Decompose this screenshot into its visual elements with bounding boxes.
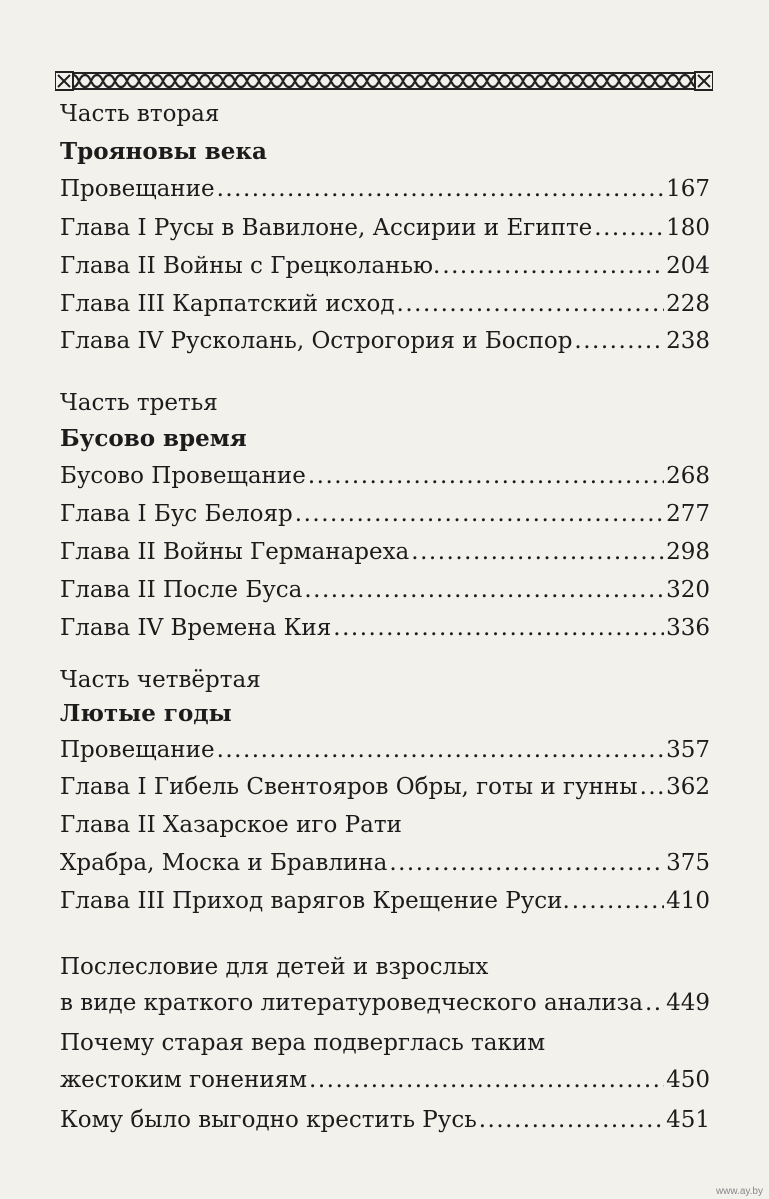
braided-ornament-border <box>55 70 713 92</box>
leader-dots <box>574 325 664 357</box>
toc-entry[interactable]: Глава II Войны Германареха ..... 298 <box>60 536 710 568</box>
part-two-section-title: Трояновы века <box>60 138 267 165</box>
toc-entry[interactable]: в виде краткого литературоведческого анализа ..... 449 <box>60 987 710 1019</box>
leader-dots <box>333 612 664 644</box>
leader-dots <box>594 212 664 244</box>
part-three-section-title: Бусово время <box>60 425 247 452</box>
leader-dots <box>442 250 664 282</box>
toc-entry[interactable]: Глава IV Времена Кия ..... 336 <box>60 612 710 644</box>
leader-dots <box>309 1064 664 1096</box>
toc-entry-line[interactable]: Послесловие для детей и взрослых <box>60 954 489 980</box>
leader-dots <box>295 498 664 530</box>
leader-dots <box>217 734 665 766</box>
toc-entry[interactable]: Глава III Приход варягов Крещение Руси. ..... 410 <box>60 885 710 917</box>
leader-dots <box>389 847 664 879</box>
part-four-section-title: Лютые годы <box>60 700 232 727</box>
toc-entry[interactable]: Глава II После Буса ..... 320 <box>60 574 710 606</box>
part-four-heading: Часть четвёртая <box>60 667 261 693</box>
toc-entry[interactable]: Бусово Провещание ..... 268 <box>60 460 710 492</box>
leader-dots <box>304 574 664 606</box>
toc-entry[interactable]: Глава I Русы в Вавилоне, Ассирии и Египте ..... 180 <box>60 212 710 244</box>
toc-entry[interactable]: Глава IV Русколань, Острогория и Боспор ..... 238 <box>60 325 710 357</box>
leader-dots <box>411 536 664 568</box>
toc-entry[interactable]: Глава I Бус Белояр ..... 277 <box>60 498 710 530</box>
toc-entry[interactable]: Кому было выгодно крестить Русь ..... 451 <box>60 1104 710 1136</box>
toc-entry[interactable]: Провещание ..... 357 <box>60 734 710 766</box>
leader-dots <box>645 987 664 1019</box>
toc-entry[interactable]: Глава I Гибель Свентояров Обры, готы и гунны ..... 362 <box>60 771 710 803</box>
toc-entry[interactable]: жестоким гонениям ..... 450 <box>60 1064 710 1096</box>
part-three-heading: Часть третья <box>60 390 218 416</box>
leader-dots <box>640 771 665 803</box>
part-two-heading: Часть вторая <box>60 101 220 127</box>
leader-dots <box>479 1104 664 1136</box>
watermark: www.ay.by <box>715 1186 763 1197</box>
toc-entry[interactable]: Глава III Карпатский исход ..... 228 <box>60 288 710 320</box>
toc-entry[interactable]: Провещание ..... 167 <box>60 173 710 205</box>
toc-entry[interactable]: Храбра, Моска и Бравлина ..... 375 <box>60 847 710 879</box>
leader-dots <box>308 460 664 492</box>
leader-dots <box>572 885 664 917</box>
toc-entry[interactable]: Глава II Войны с Грецколанью. ..... 204 <box>60 250 710 282</box>
leader-dots <box>397 288 665 320</box>
toc-entry[interactable]: Глава II Хазарское иго Рати <box>60 812 402 838</box>
leader-dots <box>217 173 665 205</box>
toc-entry-line[interactable]: Почему старая вера подверглась таким <box>60 1030 546 1056</box>
